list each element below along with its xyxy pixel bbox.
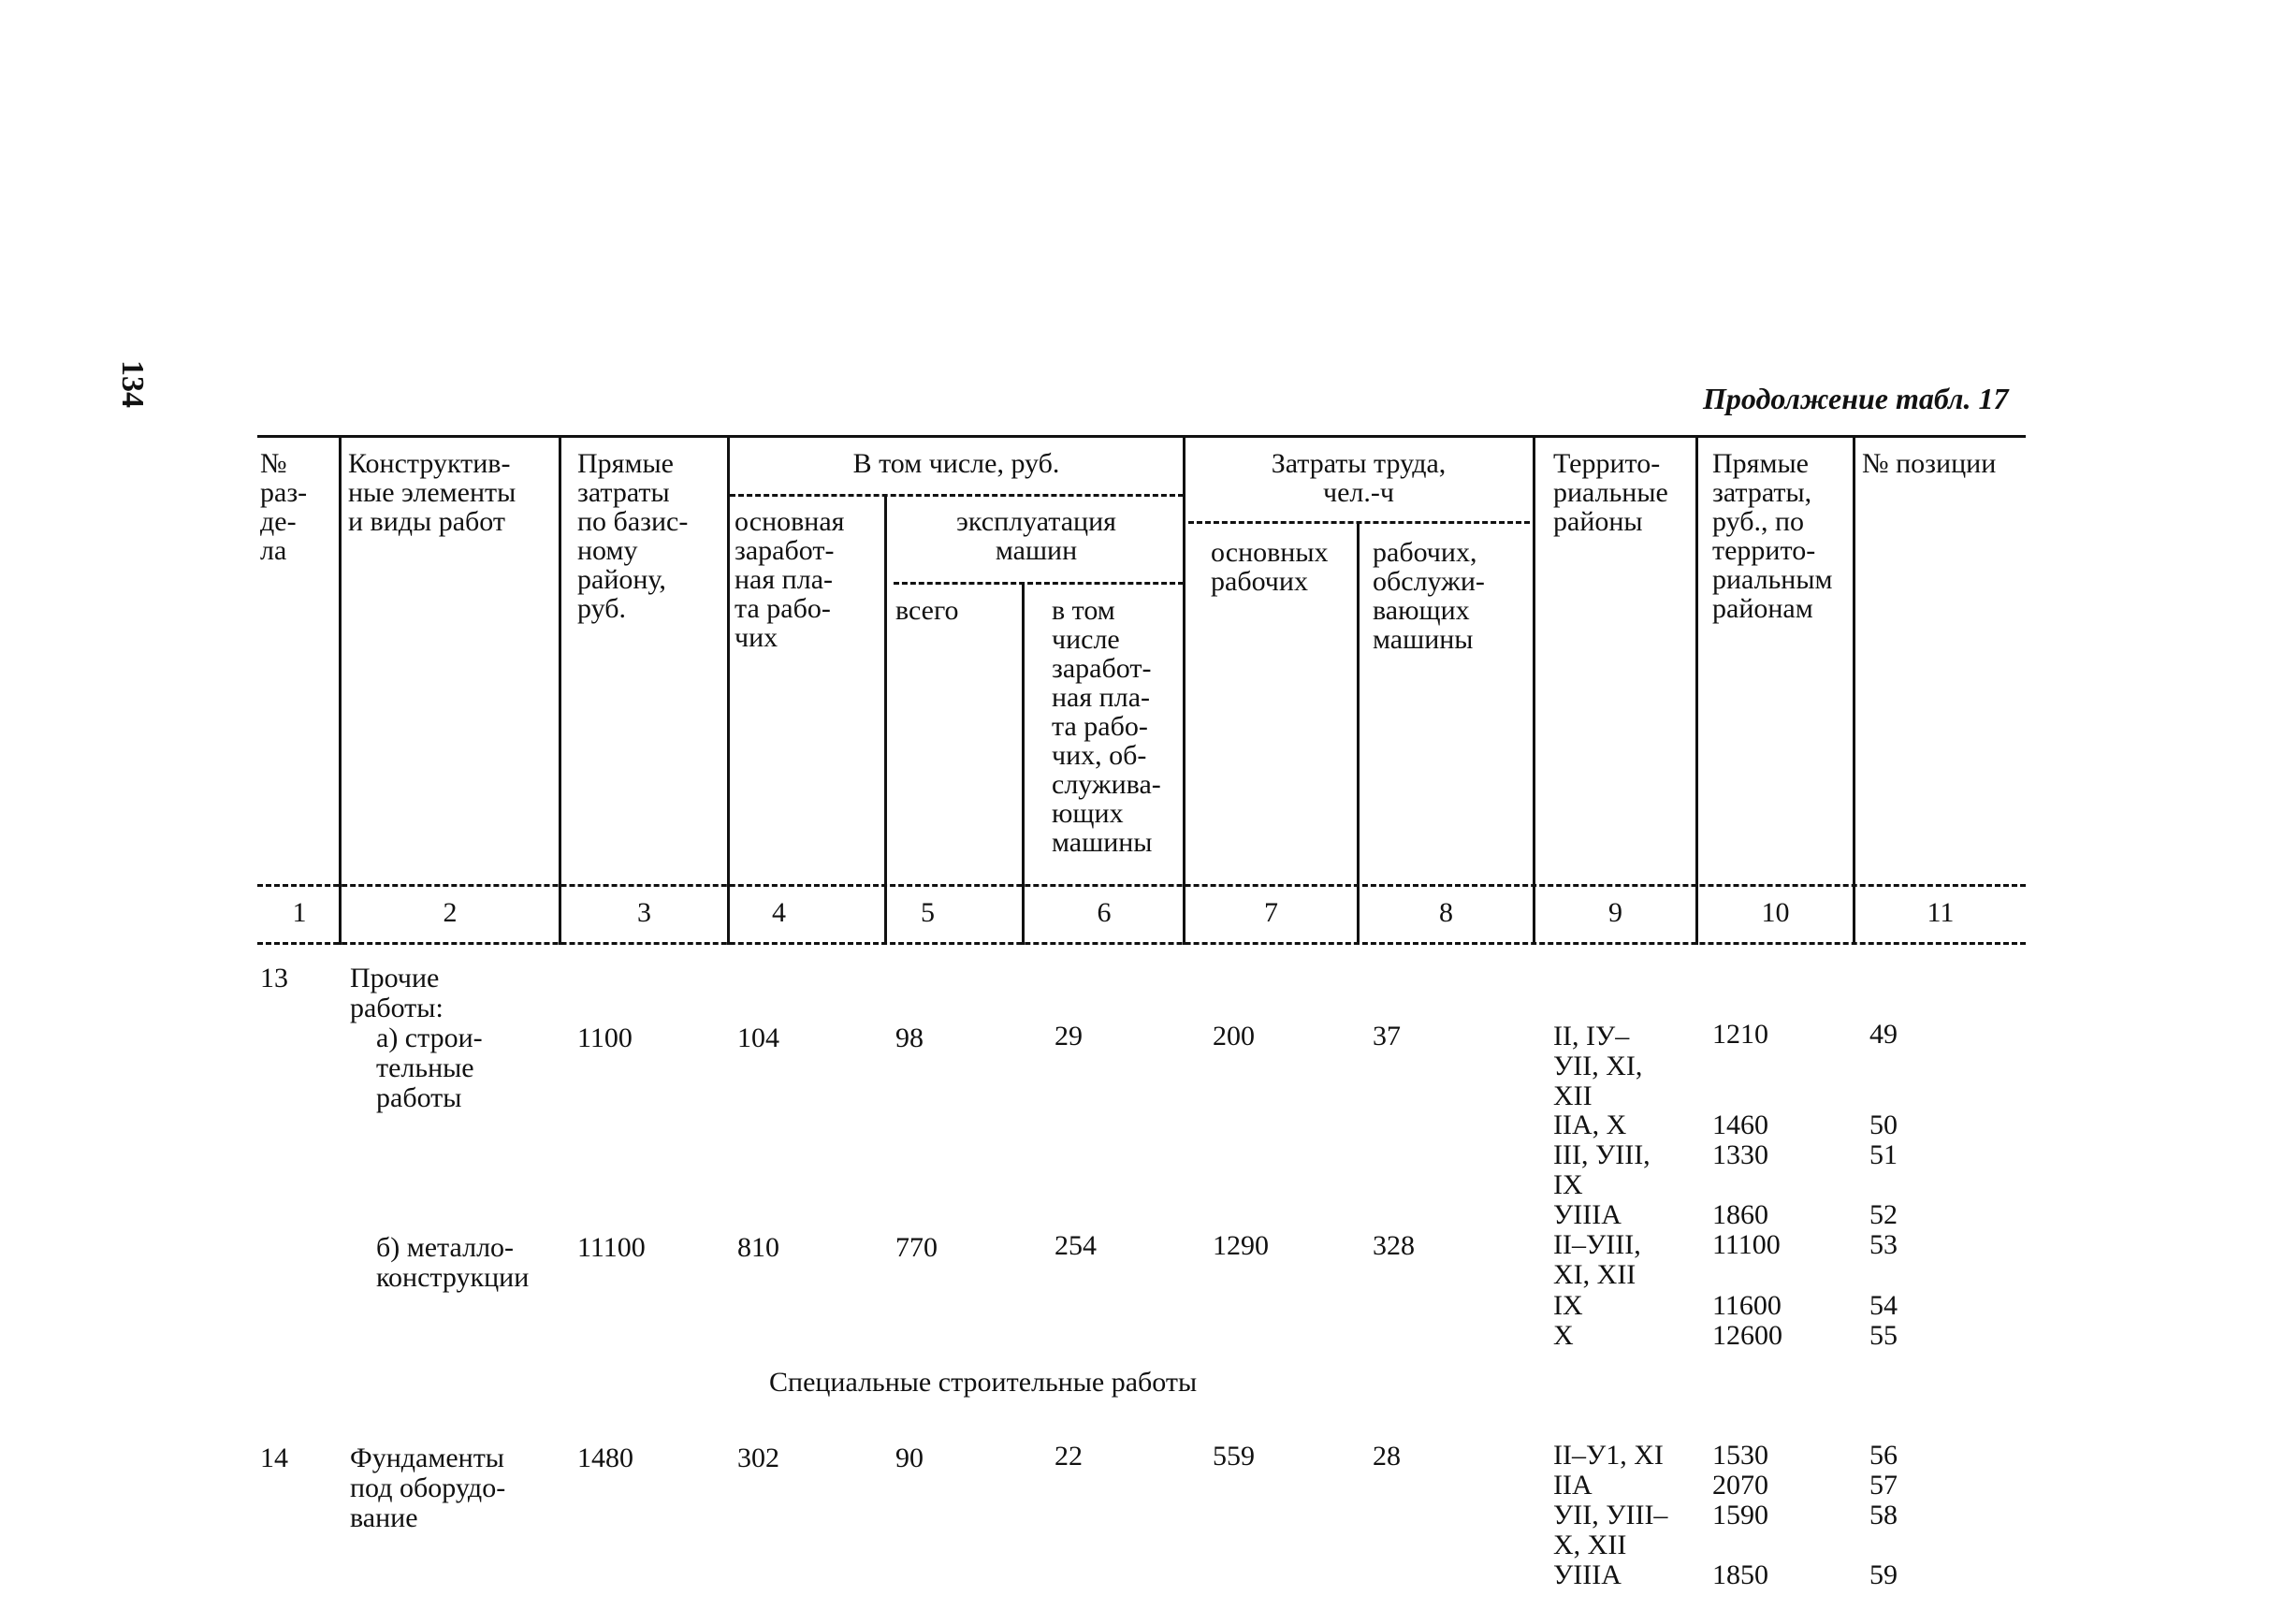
cell-machines-wage: 29	[1055, 1021, 1083, 1051]
cell-region-cost: 1530	[1712, 1440, 1768, 1471]
header-direct-costs: Прямые затраты по базис- ному району, руб.	[577, 448, 689, 624]
cell-base-wage: 810	[737, 1232, 779, 1263]
work-name: а) строи- тельные работы	[376, 1022, 483, 1113]
cell-region: X	[1553, 1320, 1574, 1351]
header-region-costs: Прямые затраты, руб., по террито- риальным районам	[1712, 448, 1833, 624]
cell-position: 56	[1869, 1440, 1898, 1471]
cell-region: IIА, X	[1553, 1109, 1627, 1140]
cell-region: III, УIII, IX	[1553, 1139, 1651, 1200]
work-name: Фундаменты под оборудо- вание	[350, 1443, 506, 1533]
header-main-workers: основных рабочих	[1211, 537, 1329, 597]
header-base-wage: основная заработ- ная пла- та рабо- чих	[735, 506, 845, 653]
header-machines-total: всего	[895, 595, 959, 626]
header-regions: Террито- риальные районы	[1553, 448, 1668, 537]
column-number: 10	[1761, 897, 1790, 928]
cell-position: 54	[1869, 1290, 1898, 1321]
column-number: 5	[921, 897, 935, 928]
cell-machines-total: 770	[895, 1232, 938, 1263]
page-number: 134	[115, 360, 150, 408]
cell-region-cost: 2070	[1712, 1470, 1768, 1501]
cell-position: 59	[1869, 1559, 1898, 1590]
subsection-title: Специальные строительные работы	[769, 1367, 1198, 1398]
cell-machines-total: 90	[895, 1443, 924, 1473]
header-group-labor: Затраты труда, чел.-ч	[1271, 448, 1447, 508]
cell-machine-workers: 37	[1373, 1021, 1401, 1051]
column-number: 3	[637, 897, 651, 928]
cell-region: IIА	[1553, 1470, 1593, 1501]
cell-region-cost: 1330	[1712, 1139, 1768, 1170]
column-number: 9	[1608, 897, 1622, 928]
section-title: Прочие работы:	[350, 963, 444, 1023]
cell-position: 57	[1869, 1470, 1898, 1501]
cell-machine-workers: 28	[1373, 1441, 1401, 1472]
section-number: 14	[260, 1443, 288, 1473]
cell-main-workers: 200	[1213, 1021, 1255, 1051]
column-number: 4	[772, 897, 786, 928]
cell-main-workers: 1290	[1213, 1230, 1269, 1261]
column-number: 1	[292, 897, 307, 928]
cell-base-wage: 302	[737, 1443, 779, 1473]
cell-position: 58	[1869, 1500, 1898, 1530]
column-number: 2	[443, 897, 458, 928]
cell-region: IX	[1553, 1290, 1583, 1321]
cell-region-cost: 1860	[1712, 1199, 1768, 1230]
cell-region-cost: 11600	[1712, 1290, 1782, 1321]
cell-machines-total: 98	[895, 1022, 924, 1053]
cell-region-cost: 1850	[1712, 1559, 1768, 1590]
cell-region-cost: 12600	[1712, 1320, 1782, 1351]
header-elements: Конструктив- ные элементы и виды работ	[348, 448, 516, 537]
cell-main-workers: 559	[1213, 1441, 1255, 1472]
cell-region-cost: 1590	[1712, 1500, 1768, 1530]
cell-region: II–У1, XI	[1553, 1440, 1664, 1471]
cell-position: 49	[1869, 1019, 1898, 1050]
section-number: 13	[260, 963, 288, 993]
table-caption: Продолжение табл. 17	[1703, 382, 2009, 415]
header-machines-wage: в том числе заработ- ная пла- та рабо- чих, об- служива- ющих машины	[1052, 595, 1161, 858]
cell-machine-workers: 328	[1373, 1230, 1415, 1261]
cell-position: 50	[1869, 1109, 1898, 1140]
column-number: 7	[1264, 897, 1278, 928]
header-group-machines: эксплуатация машин	[956, 506, 1116, 566]
work-name: б) металло- конструкции	[376, 1232, 530, 1293]
cell-region-cost: 1460	[1712, 1109, 1768, 1140]
cell-region-cost: 11100	[1712, 1229, 1781, 1260]
cell-region: II, IУ– УII, XI, XII	[1553, 1021, 1643, 1111]
header-section-number: № раз- де- ла	[260, 448, 308, 566]
cell-direct-cost: 11100	[577, 1232, 646, 1263]
column-number: 6	[1097, 897, 1112, 928]
cell-direct-cost: 1480	[577, 1443, 633, 1473]
cell-position: 51	[1869, 1139, 1898, 1170]
cell-region: УIIIА	[1553, 1199, 1622, 1230]
cell-position: 55	[1869, 1320, 1898, 1351]
cell-machines-wage: 22	[1055, 1441, 1083, 1472]
cell-position: 52	[1869, 1199, 1898, 1230]
header-group-cost: В том числе, руб.	[852, 448, 1060, 479]
cell-machines-wage: 254	[1055, 1230, 1097, 1261]
cell-region: УII, УIII– X, XII	[1553, 1500, 1668, 1560]
cell-region: II–УIII, XI, XII	[1553, 1229, 1641, 1290]
cell-region-cost: 1210	[1712, 1019, 1768, 1050]
column-number: 11	[1927, 897, 1955, 928]
cell-position: 53	[1869, 1229, 1898, 1260]
cell-base-wage: 104	[737, 1022, 779, 1053]
cell-region: УIIIА	[1553, 1559, 1622, 1590]
column-number: 8	[1439, 897, 1453, 928]
header-machine-workers: рабочих, обслужи- вающих машины	[1373, 537, 1485, 655]
cell-direct-cost: 1100	[577, 1022, 633, 1053]
header-position: № позиции	[1862, 448, 1997, 479]
